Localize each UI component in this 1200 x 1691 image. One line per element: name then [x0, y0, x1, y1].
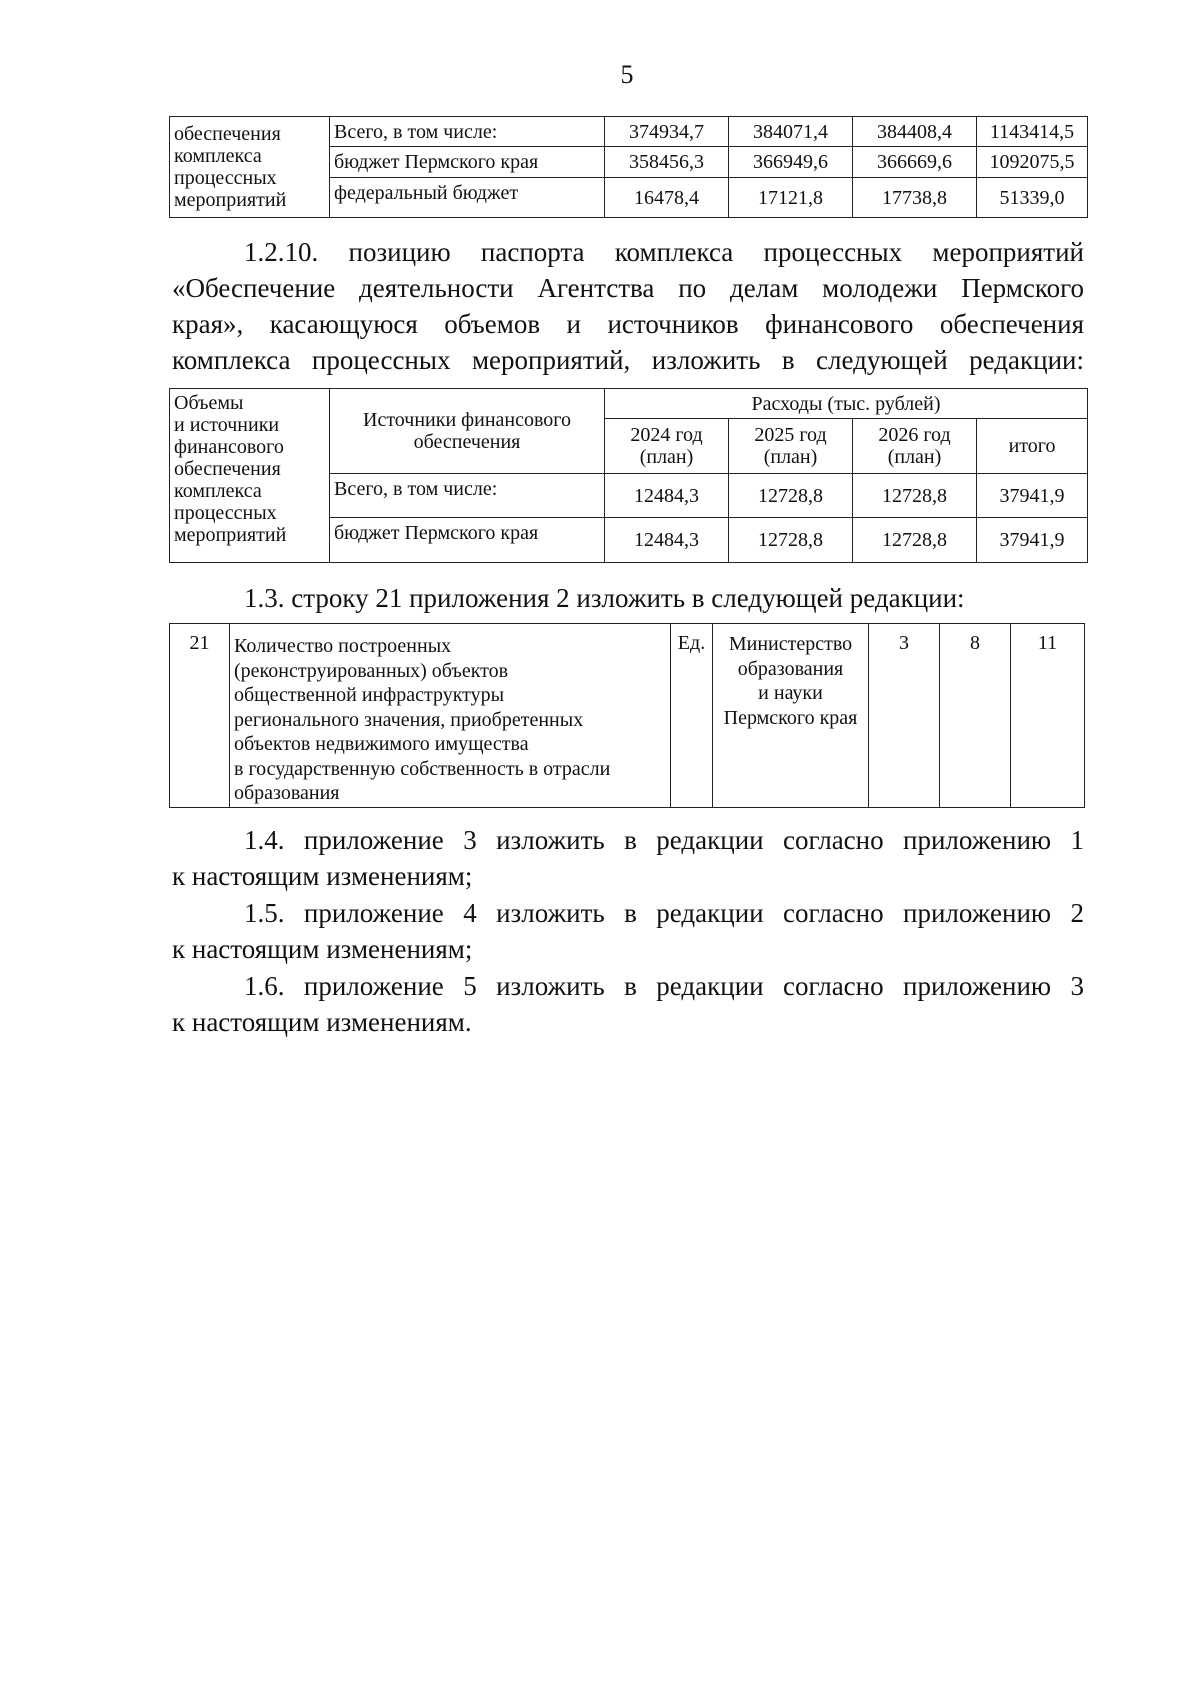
table2-cell: 12728,8 [729, 518, 853, 563]
paragraph-1-2-10: 1.2.10. позицию паспорта комплекса процессных мероприятий «Обеспечение деятельности Агентства по делам молодежи Пермского края», касающуюся объемов и источников финансового обеспечения комплекса процессных мероприятий, изложить в следующей редакции: [172, 237, 1084, 375]
table2-sources-header: Источники финансового обеспечения [330, 389, 605, 474]
table1-source: федеральный бюджет [330, 178, 605, 218]
table2-cell: 12728,8 [729, 474, 853, 518]
table2-year-header: 2024 год (план) [605, 419, 729, 474]
indicator-row-table [169, 623, 1085, 808]
table1-cell: 374934,7 [605, 117, 729, 147]
table2-year-header: 2025 год (план) [729, 419, 853, 474]
financing-table-continued [169, 116, 1088, 218]
unit: Ед. [671, 624, 713, 808]
table1-cell: 17121,8 [729, 178, 853, 218]
table1-cell: 366669,6 [853, 147, 977, 178]
table2-expenses-header: Расходы (тыс. рублей) [605, 389, 1088, 419]
value-1: 3 [869, 624, 940, 808]
table1-cell: 358456,3 [605, 147, 729, 178]
table1-cell: 16478,4 [605, 178, 729, 218]
table2-year-header: 2026 год (план) [853, 419, 977, 474]
table2-total-header: итого [977, 419, 1088, 474]
page-number: 5 [620, 60, 634, 89]
table1-cell: 366949,6 [729, 147, 853, 178]
paragraph-1-3: 1.3. строку 21 приложения 2 изложить в следующей редакции: [244, 583, 965, 613]
table1-cell: 17738,8 [853, 178, 977, 218]
paragraph-1-6: 1.6. приложение 5 изложить в редакции согласно приложению 3 к настоящим изменениям. [172, 971, 1084, 1037]
table2-cell: 12728,8 [853, 518, 977, 563]
table2-source: бюджет Пермского края [330, 518, 605, 563]
financing-table-agency [169, 388, 1088, 563]
table1-left-label: обеспечения комплекса процессных мероприятий [170, 117, 330, 218]
table1-source: бюджет Пермского края [330, 147, 605, 178]
table1-cell: 384408,4 [853, 117, 977, 147]
value-3: 11 [1011, 624, 1085, 808]
table1-cell: 1143414,5 [977, 117, 1088, 147]
paragraph-1-4: 1.4. приложение 3 изложить в редакции согласно приложению 1 к настоящим изменениям; [172, 825, 1084, 891]
table2-cell: 12728,8 [853, 474, 977, 518]
ministry: Министерство образования и науки Пермского края [713, 624, 869, 808]
table1-cell: 1092075,5 [977, 147, 1088, 178]
table2-cell: 12484,3 [605, 518, 729, 563]
table2-cell: 37941,9 [977, 474, 1088, 518]
table1-cell: 384071,4 [729, 117, 853, 147]
table1-cell: 51339,0 [977, 178, 1088, 218]
indicator-name: Количество построенных (реконструированных) объектов общественной инфраструктуры регионального значения, приобретенных объектов недвижимого имущества в государственную собственность в отрасли образования [230, 624, 671, 808]
table2-cell: 37941,9 [977, 518, 1088, 563]
paragraph-1-5: 1.5. приложение 4 изложить в редакции согласно приложению 2 к настоящим изменениям; [172, 898, 1084, 964]
row-number: 21 [170, 624, 230, 808]
value-2: 8 [940, 624, 1011, 808]
table2-source: Всего, в том числе: [330, 474, 605, 518]
table1-source: Всего, в том числе: [330, 117, 605, 147]
table2-cell: 12484,3 [605, 474, 729, 518]
table2-left-label: Объемы и источники финансового обеспечения комплекса процессных мероприятий [170, 389, 330, 563]
